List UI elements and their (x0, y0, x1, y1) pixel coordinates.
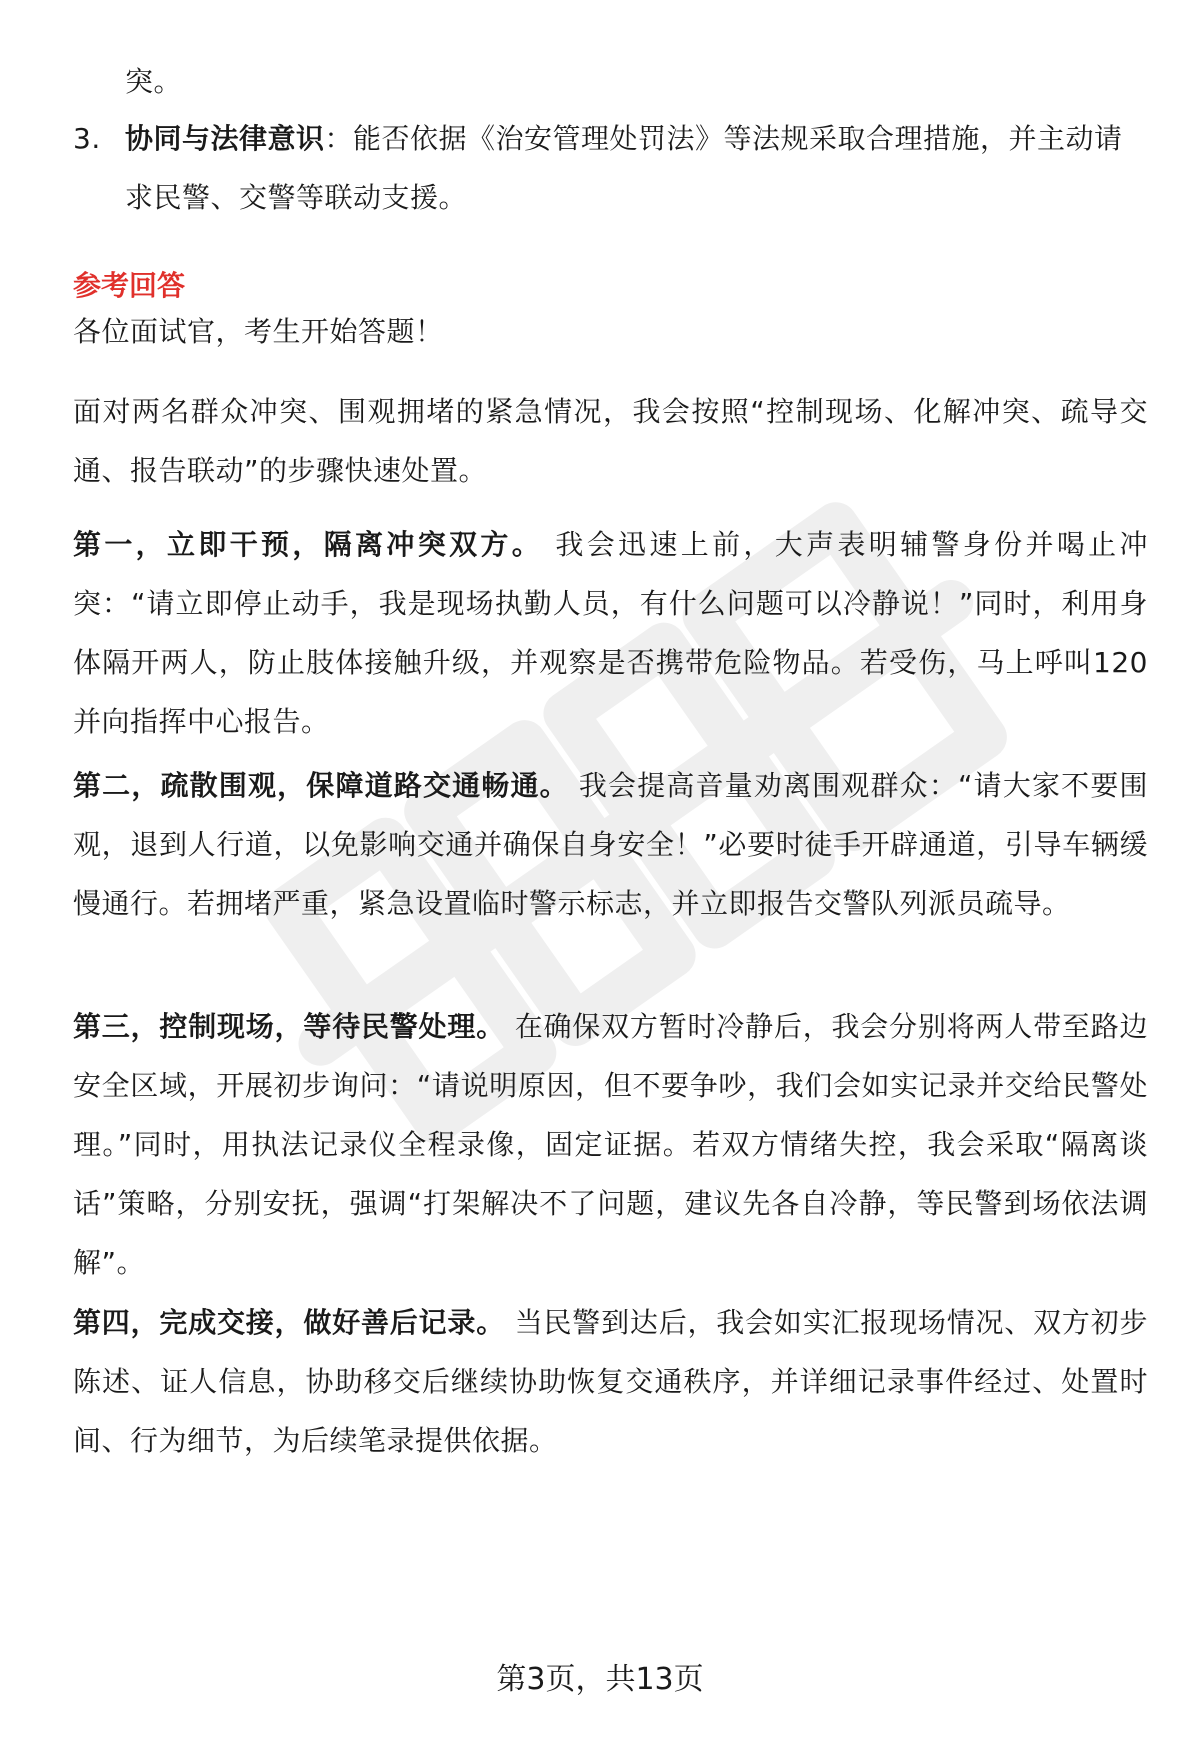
step-body-2: 我会提高音量劝离围观群众：“请大家不要围观，退到人行道，以免影响交通并确保自身安全！”必要时徒手开辟通道，引导车辆缓慢通行。若拥堵严重，紧急设置临时警示标志，并立即报告交警队列派员疏导。 (73, 769, 1148, 920)
step-body-4: 当民警到达后，我会如实汇报现场情况、双方初步陈述、证人信息，协助移交后继续协助恢复交通秩序，并详细记录事件经过、处置时间、行为细节，为后续笔录提供依据。 (73, 1306, 1148, 1457)
step-paragraph-3 (73, 997, 1148, 1292)
list-item-title: 协同与法律意识 (125, 122, 325, 155)
step-title-2: 第二，疏散围观，保障道路交通畅通。 (73, 769, 569, 802)
list-item-body (125, 109, 1143, 227)
intro-paragraph: 面对两名群众冲突、围观拥堵的紧急情况，我会按照“控制现场、化解冲突、疏导交通、报告联动”的步骤快速处置。 (73, 395, 1148, 487)
step-title-4: 第四，完成交接，做好善后记录。 (73, 1306, 505, 1339)
step-paragraph-2 (73, 756, 1148, 933)
continued-fragment: 突。 (125, 65, 183, 98)
list-number: 3. (73, 122, 101, 155)
step-title-1: 第一，立即干预，隔离冲突双方。 (73, 528, 544, 561)
step-body-1: 我会迅速上前，大声表明辅警身份并喝止冲突：“请立即停止动手，我是现场执勤人员，有什么问题可以冷静说！”同时，利用身体隔开两人，防止肢体接触升级，并观察是否携带危险物品。若受伤，马上呼叫120并向指挥中心报告。 (73, 528, 1148, 738)
step-paragraph-1 (73, 515, 1148, 751)
step-paragraph-4 (73, 1293, 1148, 1470)
greeting-paragraph: 各位面试官，考生开始答题！ (73, 315, 444, 348)
page-number-footer: 第3页，共13页 (496, 1662, 704, 1697)
step-body-3: 在确保双方暂时冷静后，我会分别将两人带至路边安全区域，开展初步询问：“请说明原因，但不要争吵，我们会如实记录并交给民警处理。”同时，用执法记录仪全程录像，固定证据。若双方情绪失控，我会采取“隔离谈话”策略，分别安抚，强调“打架解决不了问题，建议先各自冷静，等民警到场依法调解”。 (73, 1010, 1148, 1279)
list-item-text: ：能否依据《治安管理处罚法》等法规采取合理措施，并主动请求民警、交警等联动支援。 (125, 122, 1123, 214)
reference-answer-heading: 参考回答 (73, 269, 186, 302)
list-item-3 (73, 109, 1143, 227)
step-title-3: 第三，控制现场，等待民警处理。 (73, 1010, 505, 1043)
